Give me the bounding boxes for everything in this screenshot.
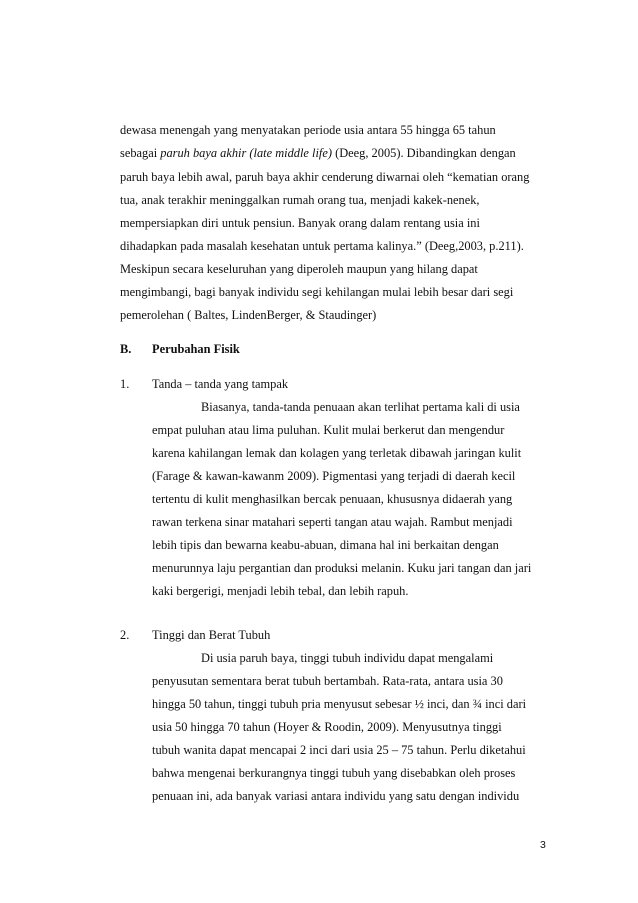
section-number: B. <box>120 342 132 356</box>
body-text-line: usia 50 hingga 70 tahun (Hoyer & Roodin, 2009). Menyusutnya tinggi <box>152 720 502 734</box>
item-number: 1. <box>120 377 130 391</box>
body-text-line: pemerolehan ( Baltes, LindenBerger, & Staudinger) <box>120 308 377 322</box>
body-text-line: (Farage & kawan-kawanm 2009). Pigmentasi yang terjadi di daerah kecil <box>152 469 516 483</box>
item-heading: Tanda – tanda yang tampak <box>152 377 289 391</box>
body-text-line: empat puluhan atau lima puluhan. Kulit mulai berkerut dan mengendur <box>152 423 505 437</box>
item-number: 2. <box>120 628 130 642</box>
body-text-line: karena kahilangan lemak dan kolagen yang terletak dibawah jaringan kulit <box>152 446 522 460</box>
body-text: sebagai <box>120 146 158 160</box>
page-number: 3 <box>540 839 546 851</box>
italic-term: paruh baya akhir (late middle life) <box>160 146 332 160</box>
body-text: (Deeg, 2005). Dibandingkan dengan <box>335 146 516 160</box>
body-text-line: rawan terkena sinar matahari seperti tangan atau wajah. Rambut menjadi <box>152 515 513 529</box>
body-text-line: penyusutan sementara berat tubuh bertambah. Rata-rata, antara usia 30 <box>152 674 503 688</box>
body-text-line: bahwa mengenai berkurangnya tinggi tubuh yang disebabkan oleh proses <box>152 766 516 780</box>
body-text-line: Meskipun secara keseluruhan yang diperoleh maupun yang hilang dapat <box>120 262 478 276</box>
body-text-line: dewasa menengah yang menyatakan periode usia antara 55 hingga 65 tahun <box>120 123 496 137</box>
body-text-line: dihadapkan pada masalah kesehatan untuk pertama kalinya.” (Deeg,2003, p.211). <box>120 239 524 253</box>
body-text-line: mempersiapkan diri untuk pensiun. Banyak orang dalam rentang usia ini <box>120 216 480 230</box>
body-text-line: mengimbangi, bagi banyak individu segi kehilangan mulai lebih besar dari segi <box>120 285 514 299</box>
body-text-line: Di usia paruh baya, tinggi tubuh individu dapat mengalami <box>201 651 494 665</box>
body-text-line <box>120 147 516 159</box>
body-text-line: Biasanya, tanda-tanda penuaan akan terlihat pertama kali di usia <box>201 400 520 414</box>
body-text-line: tua, anak terakhir meninggalkan rumah orang tua, menjadi kakek-nenek, <box>120 193 480 207</box>
item-heading: Tinggi dan Berat Tubuh <box>152 628 271 642</box>
body-text-line: kaki bergerigi, menjadi lebih tebal, dan lebih rapuh. <box>152 584 409 598</box>
body-text-line: hingga 50 tahun, tinggi tubuh pria menyusut sebesar ½ inci, dan ¾ inci dari <box>152 697 527 711</box>
body-text-line: penuaan ini, ada banyak variasi antara individu yang satu dengan individu <box>152 789 520 803</box>
section-title: Perubahan Fisik <box>152 342 240 356</box>
body-text-line: tertentu di kulit menghasilkan bercak penuaan, khususnya didaerah yang <box>152 492 513 506</box>
body-text-line: paruh baya lebih awal, paruh baya akhir cenderung diwarnai oleh “kematian orang <box>120 170 530 184</box>
body-text-line: menurunnya laju pergantian dan produksi melanin. Kuku jari tangan dan jari <box>152 561 532 575</box>
body-text-line: tubuh wanita dapat mencapai 2 inci dari usia 25 – 75 tahun. Perlu diketahui <box>152 743 526 757</box>
body-text-line: lebih tipis dan bewarna keabu-abuan, dimana hal ini berkaitan dengan <box>152 538 499 552</box>
